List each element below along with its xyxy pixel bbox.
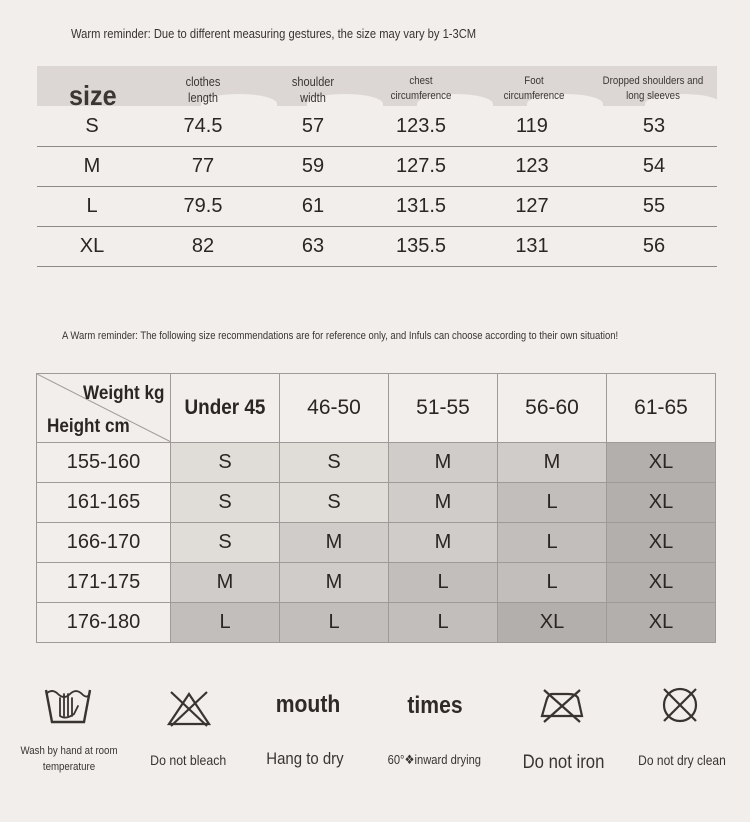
value-cell: 63 [301,235,325,257]
table-row [37,146,717,187]
height-cell: 166-170 [37,523,171,563]
value-cell: 123.5 [395,115,447,137]
size-header: size [69,80,117,111]
care-drying [376,752,492,768]
value-cell: 123 [515,155,549,177]
hand-wash-icon [44,682,92,726]
size-cell: M [389,443,498,483]
table-row [37,563,716,603]
value-cell: 79.5 [183,195,223,217]
size-cell: M [280,563,389,603]
value-cell: 119 [516,115,548,137]
size-cell: L [280,603,389,643]
size-cell: M [389,483,498,523]
value-cell: 82 [191,235,215,257]
column-header-clothes-length: clothes length [185,75,221,105]
measure-reminder: Warm reminder: Due to different measuring gestures, the size may vary by 1-3CM [71,26,477,41]
table-row [37,523,716,563]
weight-label: Weight kg [82,383,164,404]
weight-header: Under 45 [171,374,280,443]
value-cell: 54 [642,155,666,177]
value-cell: 127.5 [395,155,447,177]
bleach-label: Do not bleach [149,752,227,768]
size-cell: M [389,523,498,563]
size-cell: S [171,483,280,523]
size-cell: L [86,195,98,217]
height-label: Height cm [47,416,130,437]
size-cell: L [498,523,607,563]
corner-header [37,374,171,443]
size-cell: L [389,563,498,603]
value-cell: 77 [191,155,215,177]
height-cell: 176-180 [37,603,171,643]
care-iron [508,752,618,774]
value-cell: 127 [515,195,549,217]
value-cell: 131 [515,235,549,257]
size-cell: S [85,115,99,137]
size-cell: L [498,483,607,523]
size-cell: XL [607,523,716,563]
size-cell: XL [607,563,716,603]
header-row [37,374,716,443]
size-cell: S [171,443,280,483]
table-row [37,443,716,483]
column-header-dropped-shoulders: Dropped shoulders and long sleeves [602,75,704,102]
size-cell: M [171,563,280,603]
size-cell: L [171,603,280,643]
size-cell: S [280,443,389,483]
value-cell: 61 [301,195,325,217]
size-cell: L [498,563,607,603]
drying-label: 60°❖inward drying [387,752,481,767]
value-cell: 56 [642,235,666,257]
value-cell: 131.5 [395,195,447,217]
wash-label: Wash by hand at room temperature [20,745,118,773]
drying-symbol-text: times [407,692,463,719]
value-cell: 74.5 [183,115,223,137]
care-wash [10,743,128,775]
value-cell: 55 [642,195,666,217]
care-dryclean [630,752,734,768]
height-cell: 161-165 [37,483,171,523]
value-cell: 59 [301,155,325,177]
value-cell: 57 [301,115,325,137]
size-cell: M [83,155,101,177]
value-cell: 53 [642,115,666,137]
size-cell: S [280,483,389,523]
iron-label: Do not iron [522,752,604,773]
size-cell: XL [498,603,607,643]
weight-header: 51-55 [389,374,498,443]
height-cell: 155-160 [37,443,171,483]
table-row [37,106,717,147]
care-bleach [140,752,236,768]
no-iron-icon [538,688,586,724]
no-dry-clean-icon [660,686,700,724]
weight-header: 56-60 [498,374,607,443]
weight-header: 61-65 [607,374,716,443]
size-cell: M [498,443,607,483]
dryclean-label: Do not dry clean [638,752,726,768]
column-header-foot-circumference: Foot circumference [503,75,565,102]
column-header-chest-circumference: chest circumference [390,75,452,102]
size-cell: XL [607,603,716,643]
no-bleach-icon [167,690,211,728]
size-cell: M [280,523,389,563]
table-row [37,186,717,227]
care-hang [255,749,355,769]
size-recommendation-table [36,373,716,643]
hang-label: Hang to dry [266,749,344,768]
size-cell: L [389,603,498,643]
value-cell: 135.5 [395,235,447,257]
recommendation-reminder: A Warm reminder: The following size recommendations are for reference only, and Infuls can choose according to their own situation! [62,330,619,342]
size-cell: XL [607,443,716,483]
size-cell: XL [607,483,716,523]
table-row [37,226,717,267]
height-cell: 171-175 [37,563,171,603]
table-row [37,483,716,523]
column-header-shoulder-width: shoulder width [291,75,335,105]
table-row [37,603,716,643]
hang-symbol-text: mouth [275,691,341,718]
weight-header: 46-50 [280,374,389,443]
size-cell: XL [79,235,105,257]
size-cell: S [171,523,280,563]
